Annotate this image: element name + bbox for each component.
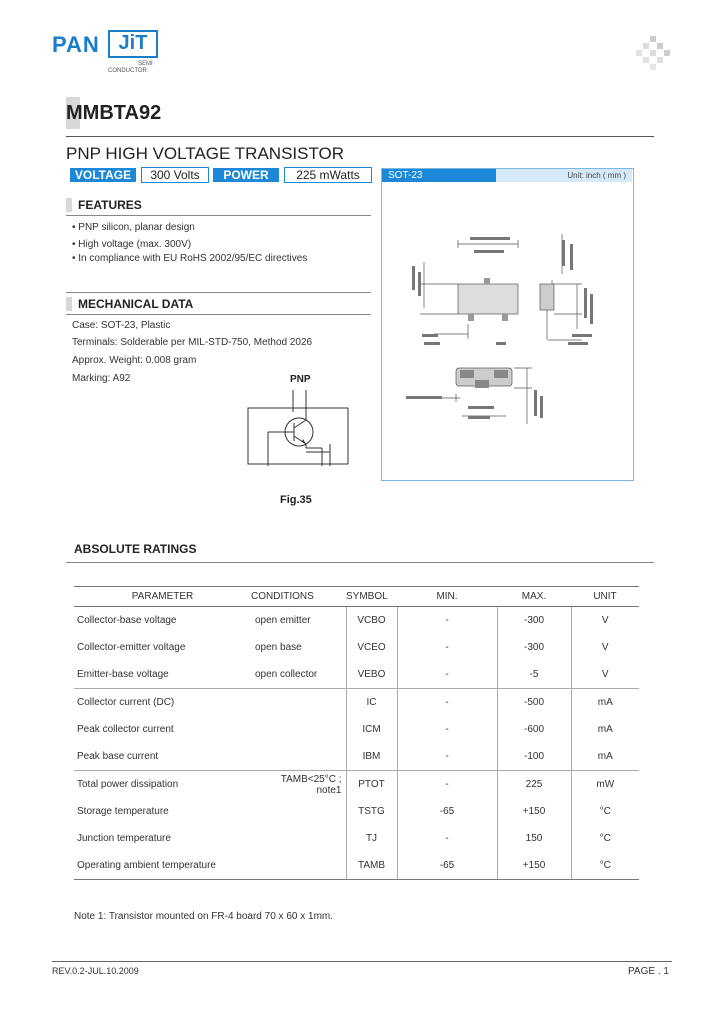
table-header-row: [74, 587, 639, 607]
features-heading: FEATURES: [78, 198, 142, 212]
row-parameter: Storage temperature: [77, 806, 169, 817]
row-parameter: Operating ambient temperature: [74, 852, 251, 880]
row-conditions: [251, 852, 346, 880]
mechanical-heading: MECHANICAL DATA: [78, 297, 194, 311]
row-conditions: [251, 798, 346, 825]
voltage-value: 300 Volts: [141, 167, 209, 183]
row-max: 150: [497, 825, 571, 852]
table-row: [74, 771, 639, 799]
row-parameter: Emitter-base voltage: [77, 669, 169, 680]
part-number-title: MMBTA92: [66, 102, 162, 124]
row-parameter: Collector-base voltage: [77, 615, 177, 626]
features-divider: [66, 215, 371, 216]
corner-dots-icon: [636, 36, 670, 70]
feature-item: • High voltage (max. 300V): [72, 239, 192, 250]
table-row: [74, 689, 639, 717]
mechanical-divider: [66, 314, 371, 315]
package-outline-drawing: [382, 184, 632, 478]
row-unit: °C: [571, 852, 639, 880]
package-name: SOT-23: [382, 169, 496, 182]
pnp-transistor-symbol-icon: [246, 386, 350, 466]
row-symbol: IC: [346, 689, 397, 717]
row-symbol: ICM: [346, 716, 397, 743]
row-parameter: Collector-emitter voltage: [77, 642, 186, 653]
row-symbol: VCEO: [346, 634, 397, 661]
power-value: 225 mWatts: [284, 167, 372, 183]
row-symbol: PTOT: [346, 771, 397, 799]
row-min: -: [397, 634, 497, 661]
row-unit: mA: [571, 716, 639, 743]
logo-jit-text: JiT: [108, 30, 158, 58]
row-min: -: [397, 716, 497, 743]
footnote: Note 1: Transistor mounted on FR-4 board 70 x 60 x 1mm.: [74, 911, 334, 922]
table-row: [74, 825, 639, 852]
row-conditions: [251, 689, 346, 717]
row-min: -: [397, 689, 497, 717]
row-parameter: Peak base current: [77, 751, 159, 762]
row-conditions: [251, 825, 346, 852]
row-max: -100: [497, 743, 571, 771]
row-min: -: [397, 825, 497, 852]
row-min: -65: [397, 852, 497, 880]
row-max: +150: [497, 852, 571, 880]
row-symbol: VCBO: [346, 607, 397, 635]
row-conditions: [251, 716, 346, 743]
table-row: [74, 716, 639, 743]
row-symbol: TSTG: [346, 798, 397, 825]
feature-item: • In compliance with EU RoHS 2002/95/EC directives: [72, 253, 308, 264]
row-unit: V: [571, 634, 639, 661]
revision-text: REV.0.2-JUL.10.2009: [52, 966, 139, 976]
table-row: [74, 852, 639, 880]
row-unit: V: [571, 661, 639, 689]
row-symbol: TJ: [346, 825, 397, 852]
header-parameter: PARAMETER: [74, 587, 251, 607]
ratings-divider: [66, 562, 654, 563]
mechanical-accent: [66, 297, 72, 311]
row-unit: mA: [571, 743, 639, 771]
row-parameter: Total power dissipation: [74, 771, 251, 799]
row-min: -: [397, 661, 497, 689]
row-symbol: TAMB: [346, 852, 397, 880]
page-number: PAGE . 1: [628, 966, 669, 977]
row-max: -300: [497, 634, 571, 661]
package-unit-note: Unit: inch ( mm ): [496, 169, 632, 182]
row-symbol: VEBO: [346, 661, 397, 689]
row-max: -5: [497, 661, 571, 689]
table-row: [74, 661, 639, 689]
row-parameter: Peak collector current: [77, 724, 174, 735]
table-row: [74, 634, 639, 661]
ratings-heading: ABSOLUTE RATINGS: [74, 542, 197, 556]
logo-pan-text: PAN: [52, 32, 100, 57]
features-accent: [66, 198, 72, 212]
header-symbol: SYMBOL: [346, 587, 397, 607]
header-min: MIN.: [397, 587, 497, 607]
footer-divider: [52, 961, 672, 962]
mechanical-line: Marking: A92: [72, 373, 131, 384]
table-row: [74, 607, 639, 635]
logo-semi-text: SEMI: [138, 61, 153, 67]
mechanical-line: Case: SOT-23, Plastic: [72, 320, 171, 331]
row-max: -500: [497, 689, 571, 717]
feature-item: • PNP silicon, planar design: [72, 222, 195, 233]
subtitle: PNP HIGH VOLTAGE TRANSISTOR: [66, 144, 345, 163]
voltage-label: VOLTAGE: [70, 168, 136, 182]
row-max: +150: [497, 798, 571, 825]
row-unit: V: [571, 607, 639, 635]
logo-conductor-text: CONDUCTOR: [108, 68, 147, 74]
row-parameter: Collector current (DC): [74, 689, 251, 717]
row-max: -600: [497, 716, 571, 743]
row-parameter: Junction temperature: [77, 833, 171, 844]
row-conditions: open emitter: [255, 615, 311, 626]
power-label: POWER: [213, 168, 279, 182]
mechanical-top-divider: [66, 292, 371, 293]
row-min: -65: [397, 798, 497, 825]
row-unit: mW: [571, 771, 639, 799]
mechanical-line: Approx. Weight: 0.008 gram: [72, 355, 197, 366]
row-unit: °C: [571, 825, 639, 852]
mechanical-line: Terminals: Solderable per MIL-STD-750, Method 2026: [72, 337, 313, 348]
header-conditions: CONDITIONS: [251, 587, 346, 607]
row-min: -: [397, 771, 497, 799]
row-conditions: open base: [255, 642, 302, 653]
row-unit: °C: [571, 798, 639, 825]
pnp-label: PNP: [290, 374, 311, 385]
row-conditions: open collector: [255, 669, 318, 680]
table-row: [74, 743, 639, 771]
row-max: 225: [497, 771, 571, 799]
row-symbol: IBM: [346, 743, 397, 771]
header-unit: UNIT: [571, 587, 639, 607]
row-min: -: [397, 607, 497, 635]
title-divider: [66, 136, 654, 137]
row-max: -300: [497, 607, 571, 635]
table-row: [74, 798, 639, 825]
header-max: MAX.: [497, 587, 571, 607]
row-conditions: [251, 743, 346, 771]
row-unit: mA: [571, 689, 639, 717]
row-min: -: [397, 743, 497, 771]
row-conditions: TAMB<25°C ; note1: [251, 771, 346, 799]
ratings-table: [74, 586, 639, 880]
figure-caption: Fig.35: [280, 494, 312, 506]
